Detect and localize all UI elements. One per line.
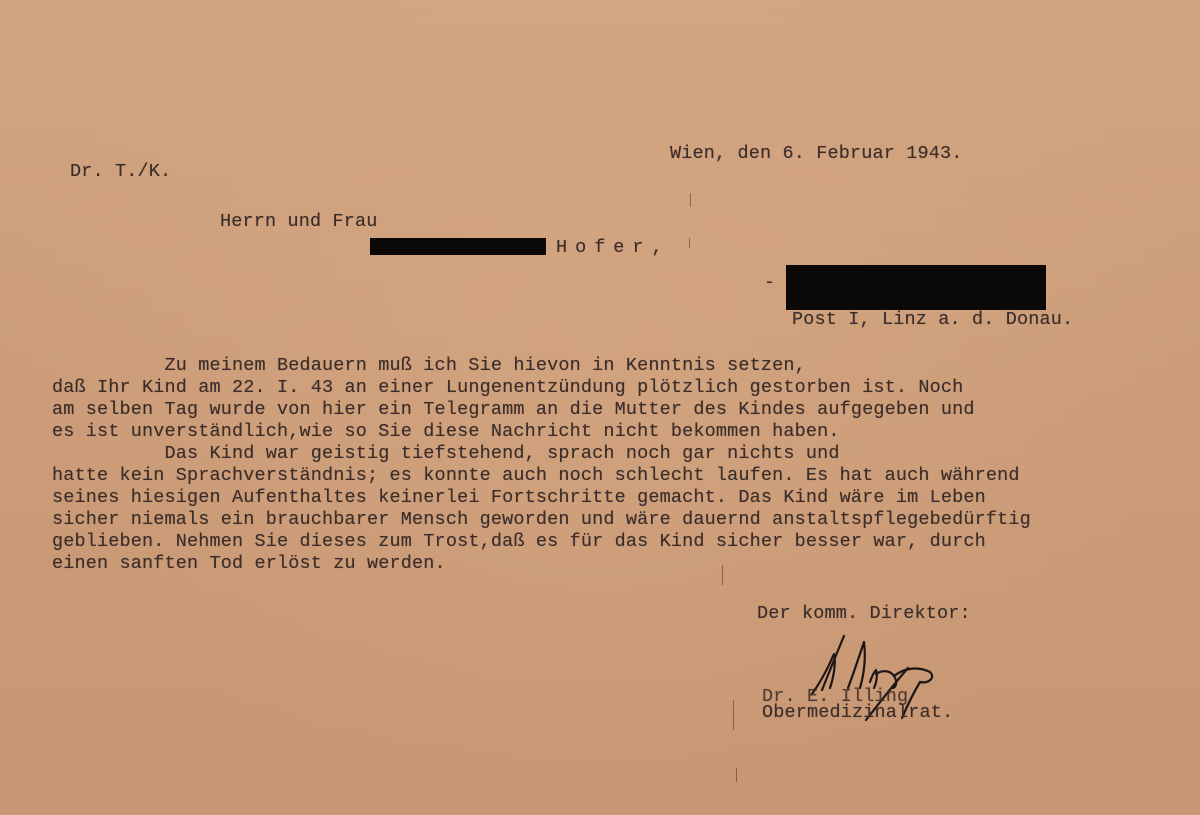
address-post-line: Post I, Linz a. d. Donau.	[792, 309, 1074, 330]
address-dash: -	[764, 272, 776, 293]
reference-code: Dr. T./K.	[70, 161, 172, 182]
tick-mark	[689, 238, 690, 248]
place-date: Wien, den 6. Februar 1943.	[670, 143, 963, 164]
redaction-bar	[370, 238, 546, 255]
signatory-title: Obermedizinalrat.	[762, 702, 954, 723]
body-line: am selben Tag wurde von hier ein Telegramm an die Mutter des Kindes aufgegeben und	[52, 399, 975, 420]
body-line: es ist unverständlich,wie so Sie diese Nachricht nicht bekommen haben.	[52, 421, 840, 442]
body-line: Zu meinem Bedauern muß ich Sie hievon in Kenntnis setzen,	[52, 355, 806, 376]
letter-body	[52, 355, 1031, 575]
body-line: Das Kind war geistig tiefstehend, sprach noch gar nichts und	[52, 443, 840, 464]
body-line: hatte kein Sprachverständnis; es konnte auch noch schlecht laufen. Es hat auch während	[52, 465, 1020, 486]
body-line: sicher niemals ein brauchbarer Mensch geworden und wäre dauernd anstaltspflegebedürftig	[52, 509, 1031, 530]
body-line: seines hiesigen Aufenthaltes keinerlei Fortschritte gemacht. Das Kind wäre im Leben	[52, 487, 986, 508]
addressee-surname: Hofer,	[556, 237, 671, 258]
closing-line: Der komm. Direktor:	[757, 603, 971, 624]
addressee-line: Herrn und Frau	[220, 211, 378, 232]
redaction-bar	[786, 265, 1046, 310]
tick-mark	[733, 700, 734, 730]
tick-mark	[736, 768, 737, 782]
tick-mark	[722, 565, 723, 585]
signatory-name: Dr. E. Illing	[762, 686, 909, 707]
tick-mark	[690, 193, 691, 207]
body-line: daß Ihr Kind am 22. I. 43 an einer Lungenentzündung plötzlich gestorben ist. Noch	[52, 377, 964, 398]
body-line: einen sanften Tod erlöst zu werden.	[52, 553, 446, 574]
body-line: geblieben. Nehmen Sie dieses zum Trost,daß es für das Kind sicher besser war, durch	[52, 531, 986, 552]
